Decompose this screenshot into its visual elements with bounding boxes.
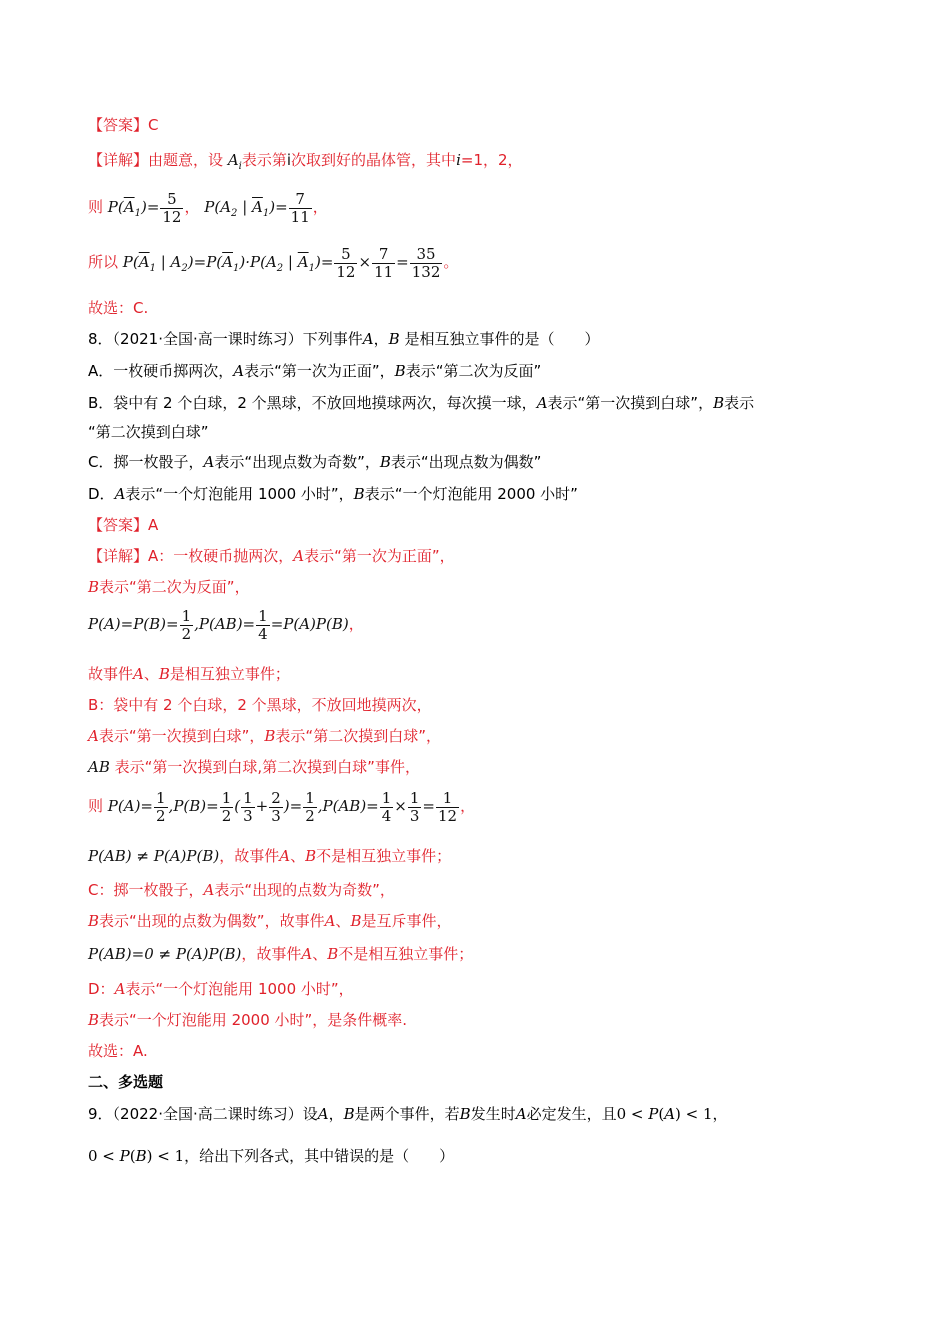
q7-detail-line3: 所以 $P(\overline{A}_1$ | $A_2)=P(\overline{A}_1)\cdot P(A_2$ | $\overline{A}_1)=$ $\frac{5}{12}$ × $\frac{7}{11}$ = $\frac{35}{132}$ 。 — [88, 244, 459, 281]
q8-detail-2: B表示“第二次为反面”， — [88, 578, 250, 596]
q8-conclusion: 故选：A. — [88, 1042, 148, 1060]
answer-value: C — [148, 116, 159, 134]
section-heading: 二、多选题 — [88, 1073, 164, 1091]
q7-answer-line — [88, 114, 159, 136]
q8-option-c: C．掷一枚骰子，A表示“出现点数为奇数”，B表示“出现点数为偶数” — [88, 453, 542, 471]
q8-detail-14: B表示“一个灯泡能用 2000 小时”，是条件概率. — [88, 1011, 408, 1029]
q8-detail-4: 故事件A、B是相互独立事件； — [88, 665, 290, 683]
q8-detail-10: C：掷一枚骰子，A表示“出现的点数为奇数”， — [88, 881, 395, 899]
q8-detail-1: 【详解】A：一枚硬币抛两次，A表示“第一次为正面”， — [88, 547, 455, 565]
q8-detail-11: B表示“出现的点数为偶数”，故事件A、B是互斥事件， — [88, 912, 452, 930]
q8-detail-13: D：A表示“一个灯泡能用 1000 小时”， — [88, 980, 354, 998]
q8-option-b-cont: “第二次摸到白球” — [88, 423, 209, 441]
detail-label: 【详解】 — [88, 151, 149, 169]
q8-detail-12: P(AB)=0 ≠ P(A)P(B)，故事件A、B不是相互独立事件； — [88, 945, 474, 963]
answer-label: 【答案】 — [88, 116, 149, 134]
q8-detail-9: P(AB) ≠ P(A)P(B)，故事件A、B不是相互独立事件； — [88, 847, 452, 865]
q8-detail-5: B：袋中有 2 个白球，2 个黑球，不放回地摸两次， — [88, 696, 432, 714]
formula-p-a2-given-a1: $P(A_2$ | $\overline{A}_1)=$ $\frac{7}{11}$ — [204, 189, 310, 226]
q8-answer-line: 【答案】A — [88, 516, 159, 534]
q7-conclusion: 故选：C. — [88, 299, 149, 317]
q8-option-d: D．A表示“一个灯泡能用 1000 小时”，B表示“一个灯泡能用 2000 小时” — [88, 485, 578, 503]
q8-detail-6: A表示“第一次摸到白球”，B表示“第二次摸到白球”， — [88, 727, 441, 745]
q7-detail-line2: 则 $P(\overline{A}_1)=$ $\frac{5}{12}$ ， $P(A_2$ | $\overline{A}_1)=$ $\frac{7}{11}$ ， — [88, 189, 328, 226]
q8-option-b: B．袋中有 2 个白球，2 个黑球，不放回地摸球两次，每次摸一球，A表示“第一次摸到白球”，B表示 — [88, 394, 755, 412]
q8-option-a: A．一枚硬币掷两次，A表示“第一次为正面”，B表示“第二次为反面” — [88, 362, 542, 380]
q9-stem-2: 0 < P(B) < 1，给出下列各式，其中错误的是（ ） — [88, 1147, 455, 1165]
q8-formula-a: P(A)=P(B)= $\frac{1}{2}$ ,P(AB)= $\frac{1}{4}$ =P(A)P(B)， — [88, 606, 364, 643]
q8-detail-8: 则 P(A)= $\frac{1}{2}$ ,P(B)= $\frac{1}{2}$ ( $\frac{1}{3}$ + $\frac{2}{3}$ )= $\frac{1}{2}$ ,P(AB)= $\frac{1}{4}$ × $\frac{1}{3}$ = $\frac{1}{12}$ ， — [88, 788, 476, 825]
formula-p-a1: $P(\overline{A}_1)=$ $\frac{5}{12}$ — [107, 189, 182, 226]
formula-product: $P(\overline{A}_1$ | $A_2)=P(\overline{A}_1)\cdot P(A_2$ | $\overline{A}_1)=$ $\frac{5}{12}$ × $\frac{7}{11}$ = $\frac{35}{132}$ — [122, 244, 441, 281]
q7-detail-line1: 【详解】由题意，设 $A_i$表示第i次取到好的晶体管，其中i=1，2， — [88, 151, 523, 172]
q8-stem: 8．（2021·全国·高一课时练习）下列事件A，B 是相互独立事件的是（ ） — [88, 330, 600, 348]
q8-detail-7: AB 表示“第一次摸到白球,第二次摸到白球”事件， — [88, 758, 420, 776]
math-Ai: $A_i$ — [227, 151, 242, 172]
q9-stem: 9．（2022·全国·高二课时练习）设A，B是两个事件，若B发生时A必定发生，且0 < P(A) < 1， — [88, 1105, 728, 1123]
